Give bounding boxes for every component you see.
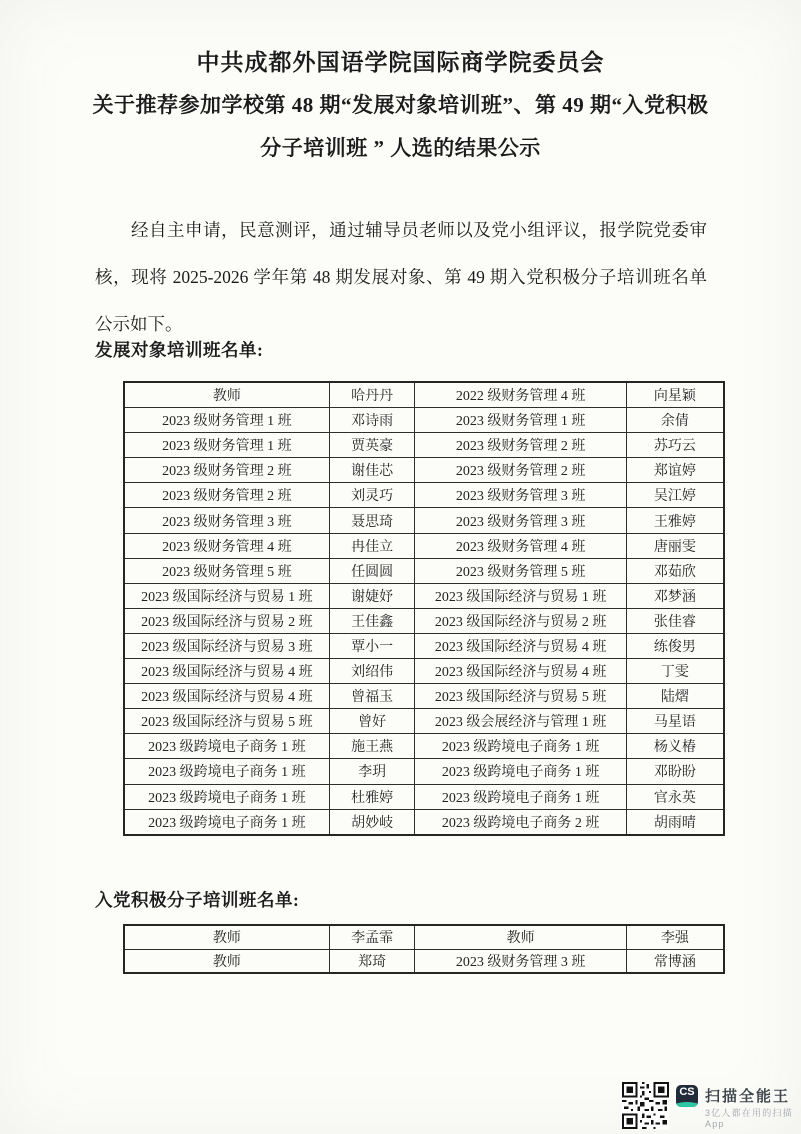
table-cell: 2023 级国际经济与贸易 1 班 [415,583,626,608]
table-cell: 2023 级财务管理 2 班 [415,458,626,483]
table-cell: 2023 级财务管理 4 班 [124,533,329,558]
table-row [124,709,724,734]
table-cell: 唐丽雯 [626,533,724,558]
table-cell: 教师 [124,949,329,973]
table-cell: 2023 级财务管理 3 班 [124,508,329,533]
table-cell: 常博涵 [626,949,724,973]
table-cell: 邓诗雨 [329,408,415,433]
table-cell: 郑琦 [329,949,415,973]
table-cell: 2023 级财务管理 1 班 [124,433,329,458]
table-cell: 谢婕妤 [329,583,415,608]
table-cell: 2023 级跨境电子商务 1 班 [415,784,626,809]
table-row [124,433,724,458]
table-cell: 谢佳芯 [329,458,415,483]
table-cell: 2023 级财务管理 3 班 [415,508,626,533]
table-cell: 杜雅婷 [329,784,415,809]
table-row [124,633,724,658]
table-row [124,734,724,759]
watermark-tagline: 3亿人都在用的扫描App [705,1108,793,1129]
table-cell: 2023 级国际经济与贸易 5 班 [415,684,626,709]
table-cell: 冉佳立 [329,533,415,558]
table-cell: 2023 级跨境电子商务 1 班 [124,784,329,809]
document-title: 中共成都外国语学院国际商学院委员会 [196,50,605,75]
table-row [124,784,724,809]
table-cell: 李孟霏 [329,925,415,949]
table-row [124,508,724,533]
body-paragraph [95,207,707,348]
activist-list-heading: 入党积极分子培训班名单: [95,890,300,910]
document-subtitle-line1: 关于推荐参加学校第 48 期“发展对象培训班”、第 49 期“入党积极 [92,93,709,117]
table-row [124,925,724,949]
table-cell: 施王燕 [329,734,415,759]
table-cell: 邓茹欣 [626,558,724,583]
table-cell: 刘绍伟 [329,659,415,684]
table-cell: 任圆圆 [329,558,415,583]
table-cell: 2023 级跨境电子商务 1 班 [124,759,329,784]
table-row [124,583,724,608]
table-cell: 覃小一 [329,633,415,658]
table-row [124,382,724,408]
body-paragraph-line: 经自主申请，民意测评，通过辅导员老师以及党小组评议，报学院党委审 [131,220,707,240]
table-cell: 李强 [626,925,724,949]
table-cell: 2023 级财务管理 5 班 [415,558,626,583]
table-row [124,759,724,784]
body-paragraph-line: 核，现将 2025-2026 学年第 48 期发展对象、第 49 期入党积极分子培训班名单 [95,267,707,287]
development-candidates-table [123,381,725,836]
table-cell: 余倩 [626,408,724,433]
table-cell: 胡雨晴 [626,809,724,835]
table-cell: 曾好 [329,709,415,734]
table-cell: 2023 级财务管理 5 班 [124,558,329,583]
table-cell: 2023 级国际经济与贸易 2 班 [415,608,626,633]
table-cell: 2023 级财务管理 3 班 [415,949,626,973]
table-row [124,608,724,633]
document-subtitle-line2: 分子培训班 ” 人选的结果公示 [260,136,541,160]
table-cell: 苏巧云 [626,433,724,458]
table-cell: 2023 级跨境电子商务 1 班 [415,759,626,784]
table-cell: 2023 级财务管理 2 班 [124,458,329,483]
table-cell: 教师 [415,925,626,949]
table-cell: 2023 级跨境电子商务 1 班 [415,734,626,759]
table-cell: 张佳睿 [626,608,724,633]
table-cell: 2023 级国际经济与贸易 1 班 [124,583,329,608]
table-cell: 陆熠 [626,684,724,709]
table-row [124,684,724,709]
table-cell: 马星语 [626,709,724,734]
table-cell: 2023 级会展经济与管理 1 班 [415,709,626,734]
table-cell: 刘灵巧 [329,483,415,508]
table-row [124,558,724,583]
table-cell: 2023 级跨境电子商务 2 班 [415,809,626,835]
table-cell: 2023 级跨境电子商务 1 班 [124,734,329,759]
qr-code [622,1082,669,1129]
table-cell: 王雅婷 [626,508,724,533]
watermark-app-name: 扫描全能王 [705,1088,791,1105]
table-row [124,483,724,508]
development-list-heading: 发展对象培训班名单: [95,340,264,360]
table-row [124,659,724,684]
camscanner-logo-icon [676,1085,698,1107]
table-cell: 官永英 [626,784,724,809]
table-cell: 吴江婷 [626,483,724,508]
table-cell: 郑谊婷 [626,458,724,483]
table-cell: 2023 级国际经济与贸易 4 班 [124,684,329,709]
table-cell: 杨义椿 [626,734,724,759]
table-cell: 丁雯 [626,659,724,684]
body-paragraph-line: 公示如下。 [95,314,183,334]
table-cell: 2023 级财务管理 1 班 [124,408,329,433]
table-cell: 哈丹丹 [329,382,415,408]
table-row [124,949,724,973]
table-cell: 贾英豪 [329,433,415,458]
table-cell: 2023 级国际经济与贸易 4 班 [415,633,626,658]
table-row [124,809,724,835]
table-row [124,458,724,483]
table-cell: 2023 级国际经济与贸易 2 班 [124,608,329,633]
table-cell: 曾福玉 [329,684,415,709]
table-row [124,408,724,433]
table-cell: 2023 级跨境电子商务 1 班 [124,809,329,835]
table-cell: 教师 [124,382,329,408]
table-cell: 2023 级财务管理 1 班 [415,408,626,433]
table-cell: 李玥 [329,759,415,784]
table-cell: 邓盼盼 [626,759,724,784]
table-cell: 2023 级财务管理 2 班 [415,433,626,458]
table-cell: 2023 级国际经济与贸易 5 班 [124,709,329,734]
table-cell: 练俊男 [626,633,724,658]
party-activists-table [123,924,725,974]
table-cell: 2023 级国际经济与贸易 4 班 [415,659,626,684]
table-cell: 2023 级财务管理 2 班 [124,483,329,508]
table-cell: 2022 级财务管理 4 班 [415,382,626,408]
table-cell: 2023 级国际经济与贸易 3 班 [124,633,329,658]
table-row [124,533,724,558]
table-cell: 2023 级财务管理 3 班 [415,483,626,508]
table-cell: 2023 级国际经济与贸易 4 班 [124,659,329,684]
table-cell: 胡妙岐 [329,809,415,835]
table-cell: 向星颖 [626,382,724,408]
table-cell: 聂思琦 [329,508,415,533]
table-cell: 邓梦涵 [626,583,724,608]
table-cell: 王佳鑫 [329,608,415,633]
table-cell: 教师 [124,925,329,949]
table-cell: 2023 级财务管理 4 班 [415,533,626,558]
camscanner-logo-text: CS [679,1086,695,1098]
